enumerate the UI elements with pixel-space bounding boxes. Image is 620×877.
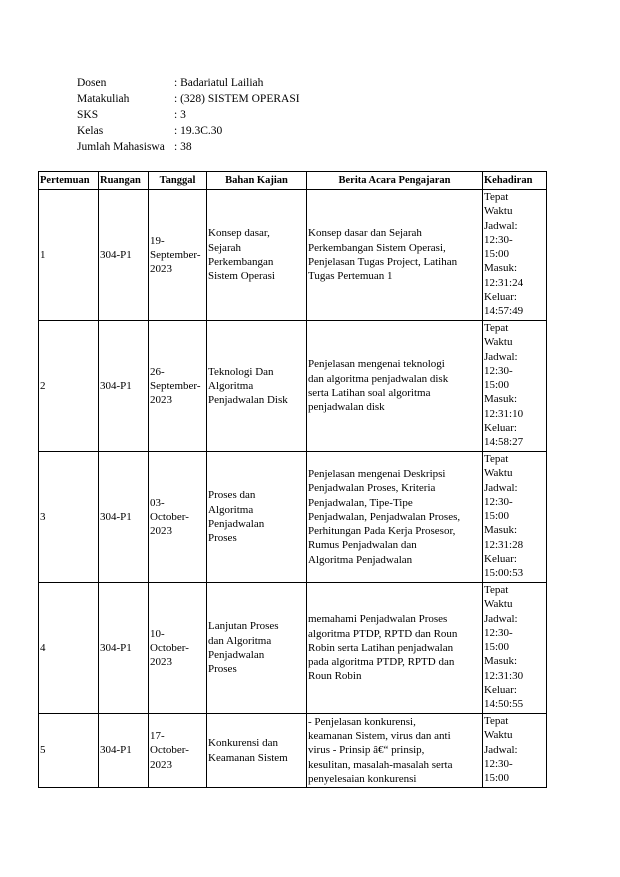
info-label: Matakuliah (77, 93, 130, 105)
cell-ruangan: 304-P1 (99, 190, 149, 321)
table-row (39, 714, 547, 788)
cell-berita-acara: Penjelasan mengenai teknologi dan algoritma penjadwalan disk serta Latihan soal algoritma penjadwalan disk (307, 321, 483, 452)
cell-kehadiran: Tepat Waktu Jadwal: 12:30- 15:00 (483, 714, 547, 788)
table-row (39, 583, 547, 714)
cell-pertemuan: 4 (39, 583, 99, 714)
cell-kehadiran: Tepat Waktu Jadwal: 12:30- 15:00 Masuk: 12:31:24 Keluar: 14:57:49 (483, 190, 547, 321)
cell-bahan-kajian: Konkurensi dan Keamanan Sistem (207, 714, 307, 788)
cell-berita-acara: memahami Penjadwalan Proses algoritma PTDP, RPTD dan Roun Robin serta Latihan penjadwalan pada algoritma PTDP, RPTD dan Roun Robin (307, 583, 483, 714)
cell-ruangan: 304-P1 (99, 714, 149, 788)
info-row-kelas (77, 123, 300, 139)
info-value: : (328) SISTEM OPERASI (174, 93, 300, 105)
header-berita-acara: Berita Acara Pengajaran (307, 172, 483, 190)
cell-ruangan: 304-P1 (99, 452, 149, 583)
cell-pertemuan: 1 (39, 190, 99, 321)
info-label: Dosen (77, 77, 107, 89)
info-row-sks (77, 107, 300, 123)
cell-tanggal: 26- September- 2023 (149, 321, 207, 452)
info-row-dosen (77, 75, 300, 91)
cell-berita-acara: Konsep dasar dan Sejarah Perkembangan Sistem Operasi, Penjelasan Tugas Project, Latihan Tugas Pertemuan 1 (307, 190, 483, 321)
course-info (77, 75, 300, 155)
table-row (39, 190, 547, 321)
info-row-jumlah-mahasiswa (77, 139, 300, 155)
cell-tanggal: 19- September- 2023 (149, 190, 207, 321)
cell-berita-acara: Penjelasan mengenai Deskripsi Penjadwalan Proses, Kriteria Penjadwalan, Tipe-Tipe Penjadwalan, Penjadwalan Proses, Perhitungan Pada Kerja Prosesor, Rumus Penjadwalan dan Algoritma Penjadwalan (307, 452, 483, 583)
header-tanggal: Tanggal (149, 172, 207, 190)
table-row (39, 321, 547, 452)
table-row (39, 452, 547, 583)
info-label: SKS (77, 109, 99, 121)
info-value: : 38 (174, 141, 192, 153)
info-value: : Badariatul Lailiah (174, 77, 264, 89)
cell-ruangan: 304-P1 (99, 583, 149, 714)
cell-pertemuan: 2 (39, 321, 99, 452)
cell-bahan-kajian: Lanjutan Proses dan Algoritma Penjadwalan Proses (207, 583, 307, 714)
cell-tanggal: 17- October- 2023 (149, 714, 207, 788)
cell-ruangan: 304-P1 (99, 321, 149, 452)
info-label: Jumlah Mahasiswa (77, 141, 165, 153)
header-kehadiran: Kehadiran (483, 172, 547, 190)
cell-pertemuan: 3 (39, 452, 99, 583)
info-value: : 3 (174, 109, 186, 121)
cell-kehadiran: Tepat Waktu Jadwal: 12:30- 15:00 Masuk: 12:31:28 Keluar: 15:00:53 (483, 452, 547, 583)
cell-kehadiran: Tepat Waktu Jadwal: 12:30- 15:00 Masuk: 12:31:10 Keluar: 14:58:27 (483, 321, 547, 452)
info-row-matakuliah (77, 91, 300, 107)
attendance-table (38, 171, 547, 788)
cell-tanggal: 03- October- 2023 (149, 452, 207, 583)
cell-kehadiran: Tepat Waktu Jadwal: 12:30- 15:00 Masuk: 12:31:30 Keluar: 14:50:55 (483, 583, 547, 714)
header-bahan-kajian: Bahan Kajian (207, 172, 307, 190)
header-pertemuan: Pertemuan (39, 172, 99, 190)
info-value: : 19.3C.30 (174, 125, 223, 137)
cell-bahan-kajian: Konsep dasar, Sejarah Perkembangan Sistem Operasi (207, 190, 307, 321)
table-body (39, 190, 547, 788)
table-header-row (39, 172, 547, 190)
cell-tanggal: 10- October- 2023 (149, 583, 207, 714)
cell-pertemuan: 5 (39, 714, 99, 788)
cell-bahan-kajian: Proses dan Algoritma Penjadwalan Proses (207, 452, 307, 583)
info-label: Kelas (77, 125, 104, 137)
cell-berita-acara: - Penjelasan konkurensi, keamanan Sistem, virus dan anti virus - Prinsip â€“ prinsip, kesulitan, masalah-masalah serta penyelesaian konkurensi (307, 714, 483, 788)
cell-bahan-kajian: Teknologi Dan Algoritma Penjadwalan Disk (207, 321, 307, 452)
header-ruangan: Ruangan (99, 172, 149, 190)
